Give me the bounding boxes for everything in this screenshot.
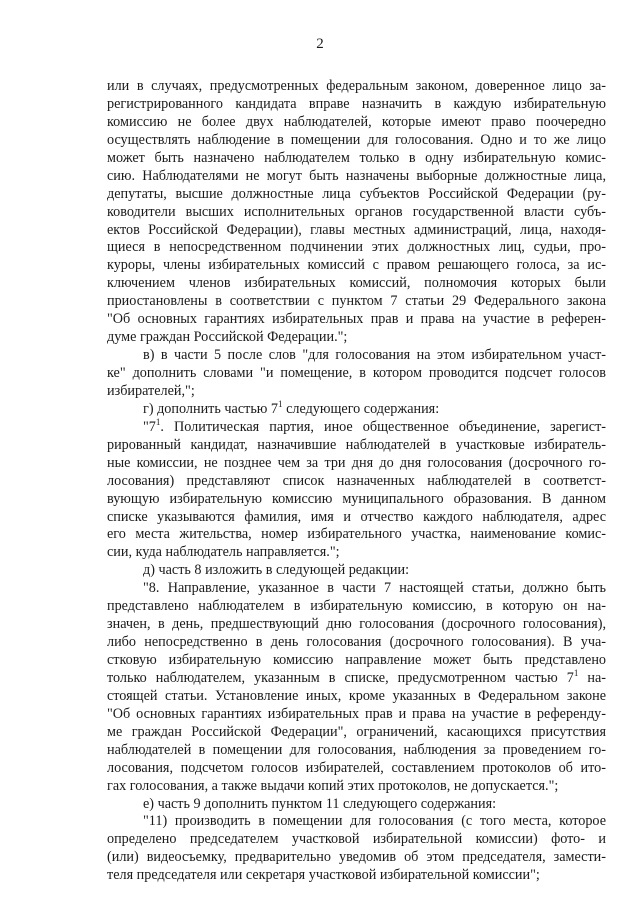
text-line-content: д) часть 8 изложить в следующей редакции: [143, 562, 410, 579]
text-line [107, 365, 606, 383]
superscript-index: 1 [155, 416, 161, 427]
superscript-index: 1 [573, 667, 579, 678]
text-line-content: ключением членов избирательных комиссий, полномочия которых были [107, 275, 606, 292]
text-line [107, 667, 607, 688]
text-line-content: или в случаях, предусмотренных федеральным законом, доверенное лицо за- [107, 78, 606, 94]
text-line-content: депутаты, высшие должностные лица субъектов Российской Федерации (ру- [107, 185, 606, 202]
text-line-content: ководители высших исполнительных органов государственной власти субъ- [107, 203, 606, 220]
text-line [107, 526, 606, 544]
text-line [107, 222, 606, 240]
text-line [107, 186, 606, 204]
text-line-continuation: . Политическая партия, иное общественное объединение, зарегист- [160, 418, 606, 435]
text-line-content: вующую избирательную комиссию муниципального образования. В данном [107, 490, 606, 507]
text-line-content: "8. Направление, указанное в части 7 настоящей статьи, должно быть [143, 580, 606, 597]
text-line-content: может быть назначено наблюдателем только в одну избирательную комис- [107, 149, 606, 166]
text-line [107, 831, 606, 849]
text-line-content: ке" дополнить словами "и помещение, в котором проводится подсчет голосов [107, 365, 606, 381]
text-line-content: теля председателя или секретаря участковой избирательной комиссии"; [107, 867, 540, 884]
text-line [107, 347, 606, 365]
text-line [107, 416, 606, 437]
text-line [107, 634, 606, 652]
text-line [107, 652, 606, 670]
text-line-continuation: на- [578, 669, 607, 686]
text-line [107, 437, 606, 455]
text-line [107, 455, 606, 473]
text-line [107, 742, 606, 760]
text-line [107, 849, 606, 867]
text-line [107, 383, 606, 401]
text-line [107, 580, 606, 598]
text-line-content: представлено наблюдателем в избирательную комиссию, в которую он на- [107, 598, 606, 615]
text-line-content: "Об основных гарантиях избирательных прав и права на участие в референду- [107, 705, 606, 722]
text-line-content: е) часть 9 дополнить пунктом 11 следующего содержания: [143, 795, 497, 812]
text-line [107, 473, 606, 491]
text-line [107, 760, 606, 778]
text-line-content: стоящей статьи. Установление иных, кроме указанных в Федеральном законе [107, 687, 606, 704]
text-line [107, 706, 606, 724]
text-line-content: щиеся в непосредственном подчинении этих должностных лиц, судьи, про- [107, 239, 606, 256]
text-line-content: думе граждан Российской Федерации."; [107, 329, 348, 346]
text-line-content: только наблюдателем, указанным в списке, предусмотренном частью 7 [107, 669, 574, 686]
document-body [107, 78, 606, 885]
text-line-content: списке указываются фамилия, имя и отчество каждого наблюдателя, адрес [107, 508, 606, 525]
text-line [107, 778, 606, 796]
text-line-content: лосования) представляют список назначенных наблюдателей в соответст- [107, 472, 606, 489]
text-line-content: г) дополнить частью 7 [143, 400, 279, 417]
text-line [107, 257, 606, 275]
text-line [107, 398, 606, 419]
text-line-content: стковую избирательную комиссию направление может быть представлено [107, 652, 606, 668]
text-line [107, 293, 606, 311]
text-line-content: "11) производить в помещении для голосования (с того места, которое [143, 813, 606, 830]
page-number: 2 [316, 36, 324, 52]
text-line-content: куроры, члены избирательных комиссий с правом решающего голоса, за ис- [107, 257, 606, 274]
text-line-content: комиссию не более двух наблюдателей, которые имеют право поочередно [107, 113, 606, 130]
text-line-continuation: следующего содержания: [282, 400, 440, 417]
text-line-content: его места жительства, номер избирательного участка, наименование комис- [107, 526, 606, 543]
text-line [107, 132, 606, 150]
text-line-content: наблюдателей в помещении для голосования, наблюдения за проведением го- [107, 741, 606, 758]
text-line-content: значен, в день, предшествующий дню голосования (досрочного голосования), [107, 616, 606, 633]
text-line [107, 813, 606, 831]
text-line-content: (или) видеосъемку, предварительно уведомив об этом председателя, замести- [107, 849, 606, 866]
text-line [107, 239, 606, 257]
text-line-content: регистрированного кандидата вправе назначить в каждую избирательную [107, 95, 606, 112]
text-line-content: ме граждан Российской Федерации", ограничений, касающихся присутствия [107, 723, 606, 740]
text-line [107, 509, 606, 527]
text-line [107, 168, 606, 186]
text-line-content: осуществлять наблюдение в помещении для голосования. Одно и то же лицо [107, 131, 606, 148]
text-line-content: ектов Российской Федерации), главы местных администраций, лица, находя- [107, 221, 606, 238]
text-line-content: приостановлены в соответствии с пунктом 7 статьи 29 Федерального закона [107, 293, 606, 310]
text-line-content: рированный кандидат, назначившие наблюдателей в участковые избиратель- [107, 436, 606, 453]
text-line [107, 204, 606, 222]
text-line-content: сию. Наблюдателями не могут быть назначены выборные должностные лица, [107, 167, 606, 184]
text-line [107, 275, 606, 293]
text-line-content: ные комиссии, не позднее чем за три дня до дня голосования (досрочного го- [107, 454, 606, 471]
text-line-content: либо непосредственно в день голосования (досрочного голосования). В уча- [107, 634, 606, 651]
text-line [107, 562, 606, 580]
text-line-content: определено председателем участковой избирательной комиссии) фото- и [107, 831, 606, 848]
text-line-content: сии, куда наблюдатель направляется."; [107, 544, 340, 561]
text-line [107, 598, 606, 616]
text-line-content: лосования, подсчетом голосов избирателей, составлением протоколов об ито- [107, 759, 606, 776]
text-line [107, 796, 606, 814]
text-line [107, 616, 606, 634]
text-line-content: в) в части 5 после слов "для голосования на этом избирательном участ- [143, 347, 606, 364]
text-line [107, 78, 606, 96]
text-line [107, 150, 606, 168]
text-line [107, 491, 606, 509]
text-line [107, 329, 606, 347]
text-line-content: "Об основных гарантиях избирательных прав и права на участие в референ- [107, 311, 606, 328]
text-line [107, 311, 606, 329]
text-line-content: гах голосования, а также выдачи копий этих протоколов, не допускается."; [107, 777, 559, 794]
text-line-content: избирателей,"; [107, 382, 195, 399]
text-line [107, 688, 606, 706]
text-line-content: "7 [143, 418, 156, 435]
text-line [107, 724, 606, 742]
superscript-index: 1 [278, 398, 283, 409]
text-line [107, 544, 606, 562]
text-line [107, 114, 606, 132]
text-line [107, 96, 606, 114]
text-line [107, 867, 606, 885]
